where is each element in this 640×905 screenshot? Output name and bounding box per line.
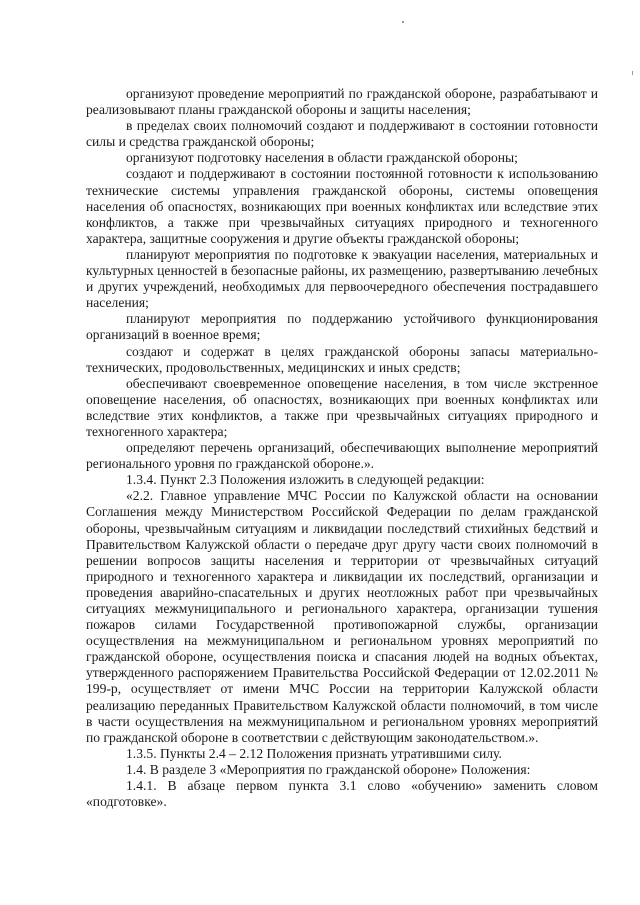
paragraph: в пределах своих полномочий создают и поддерживают в состоянии готовности силы и средства гражданской обороны; — [86, 118, 598, 150]
paragraph: 1.4. В разделе 3 «Мероприятия по гражданской обороне» Положения: — [126, 761, 531, 777]
paragraph: создают и содержат в целях гражданской обороны запасы материально-технических, продовольственных, медицинских и иных средств; — [86, 343, 598, 375]
paragraph: определяют перечень организаций, обеспечивающих выполнение мероприятий регионального уровня по гражданской обороне.». — [86, 440, 598, 472]
paragraph: «2.2. Главное управление МЧС России по Калужской области на основании Соглашения между Министерством Российской Федерации по делам гражданской обороны, чрезвычайным ситуациям и ликвидации последствий стихийных бедствий и Правительством Калужской области о передаче друг другу части своих полномочий в решении вопросов защиты населения и территории от чрезвычайных ситуаций природного и техногенного характера и ликвидации их последствий, организации и проведения аварийно-спасательных и других неотложных работ при чрезвычайных ситуациях межмуниципального и регионального характера, организации тушения пожаров силами Государственной противопожарной службы, организации осуществления на межмуниципальном и региональном уровнях мероприятий по гражданской обороне, осуществления поиска и спасания людей на водных объектах, утвержденного распоряжением Правительства Российской Федерации от 12.02.2011 № 199-р, осуществляет от имени МЧС России на территории Калужской области реализацию переданных Правительством Калужской области полномочий, в том числе в части осуществления на межмуниципальном и региональном уровнях мероприятий по гражданской обороне в соответствии с действующим законодательством.». — [86, 488, 598, 745]
paragraph: организуют проведение мероприятий по гражданской обороне, разрабатывают и реализовывают планы гражданской обороны и защиты населения; — [86, 86, 598, 118]
paragraph: планируют мероприятия по подготовке к эвакуации населения, материальных и культурных ценностей в безопасные районы, их размещению, развертыванию лечебных и других учреждений, необходимых для первоочередного обеспечения пострадавшего населения; — [86, 246, 598, 311]
paragraph: 1.3.5. Пункты 2.4 – 2.12 Положения признать утратившими силу. — [126, 745, 502, 761]
paragraph: 1.3.4. Пункт 2.3 Положения изложить в следующей редакции: — [126, 472, 485, 488]
paragraph: планируют мероприятия по поддержанию устойчивого функционирования организаций в военное время; — [86, 311, 598, 343]
paragraph: 1.4.1. В абзаце первом пункта 3.1 слово «обучению» заменить словом «подготовке». — [86, 778, 598, 810]
document-body — [86, 86, 598, 810]
scan-speck — [632, 71, 633, 75]
scan-speck — [402, 21, 404, 23]
paragraph: создают и поддерживают в состоянии постоянной готовности к использованию технические системы управления гражданской обороны, системы оповещения населения об опасностях, возникающих при военных конфликтах или вследствие этих конфликтов, а также при чрезвычайных ситуациях природного и техногенного характера, защитные сооружения и другие объекты гражданской обороны; — [86, 166, 598, 246]
paragraph: организуют подготовку населения в области гражданской обороны; — [126, 150, 518, 166]
paragraph: обеспечивают своевременное оповещение населения, в том числе экстренное оповещение населения, об опасностях, возникающих при военных конфликтах или вследствие этих конфликтов, а также при чрезвычайных ситуациях природного и техногенного характера; — [86, 375, 598, 439]
